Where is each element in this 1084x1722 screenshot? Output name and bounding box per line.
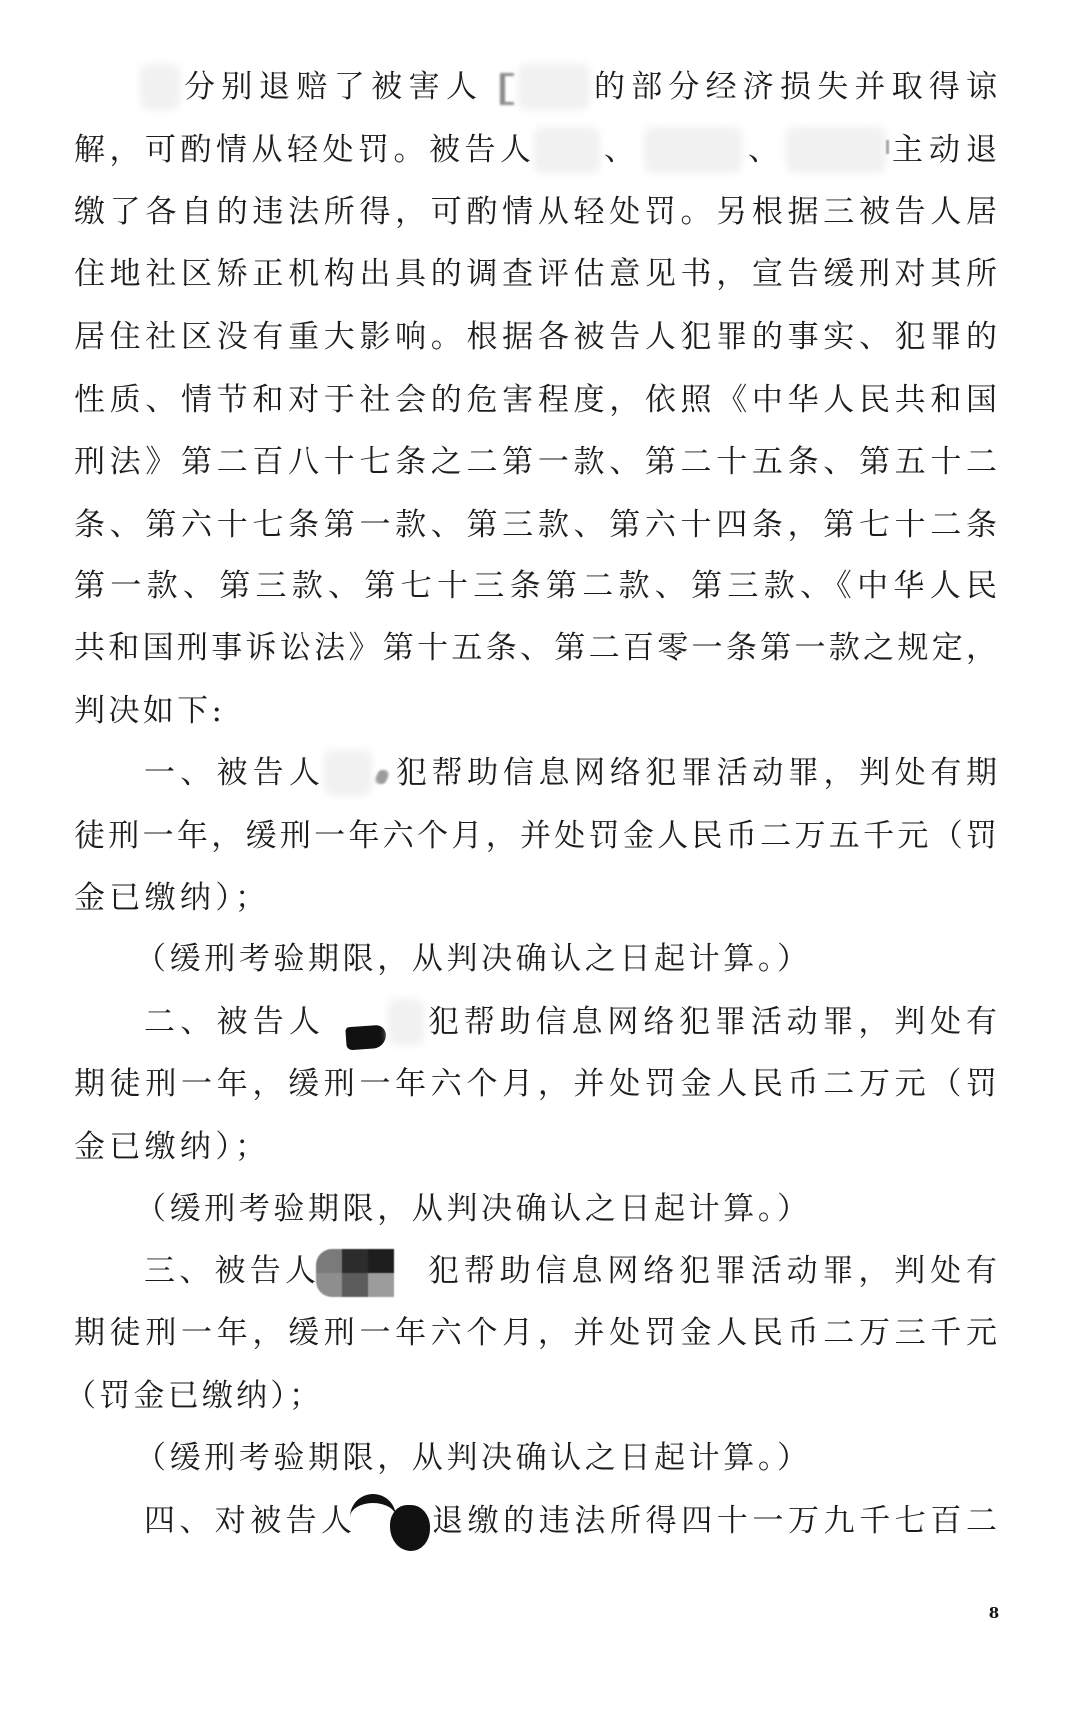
text-segment: 主动退 [892, 132, 997, 168]
redaction-mark [388, 999, 424, 1045]
redaction-mark [373, 770, 392, 784]
redaction-mark [644, 127, 742, 173]
redaction-mark [390, 1505, 430, 1551]
mosaic-cell [316, 1249, 342, 1273]
text-line: 期徒刑一年，缓刑一年六个月，并处罚金人民币二万三千元 [74, 1315, 997, 1351]
text-segment: 一、被告人 [144, 755, 320, 791]
text-line: 判决如下: [74, 693, 222, 729]
text-segment: 犯帮助信息网络犯罪活动罪，判处有 [428, 1004, 997, 1040]
text-line: （罚金已缴纳）； [65, 1378, 320, 1414]
text-line: 性质、情节和对于社会的危害程度，依照《中华人民共和国 [74, 382, 997, 418]
mosaic-cell [368, 1273, 394, 1297]
text-line: 第一款、第三款、第七十三条第二款、第三款、《中华人民 [74, 568, 997, 604]
text-segment: 的部分经济损失并取得谅 [594, 69, 997, 105]
text-line: 金已缴纳）； [74, 1129, 266, 1165]
text-line: 期徒刑一年，缓刑一年六个月，并处罚金人民币二万元（罚 [74, 1066, 997, 1102]
text-line: 徒刑一年，缓刑一年六个月，并处罚金人民币二万五千元（罚 [74, 818, 997, 854]
redaction-mosaic [316, 1249, 394, 1297]
text-segment: 犯帮助信息网络犯罪活动罪，判处有期 [396, 755, 997, 791]
text-segment: 犯帮助信息网络犯罪活动罪，判处有 [428, 1253, 997, 1289]
redaction-mark [886, 140, 889, 154]
text-line: 住地社区矫正机构出具的调查评估意见书，宣告缓刑对其所 [74, 256, 997, 292]
text-line: （缓刑考验期限，从判决确认之日起计算。） [135, 1191, 808, 1227]
page-number: 8 [988, 1604, 1000, 1622]
redaction-mark [345, 1025, 387, 1051]
redaction-mark [500, 73, 514, 105]
redaction-mark [518, 64, 590, 110]
text-line: （缓刑考验期限，从判决确认之日起计算。） [135, 941, 808, 977]
text-line: 居住社区没有重大影响。根据各被告人犯罪的事实、犯罪的 [74, 319, 997, 355]
redaction-mark [534, 127, 600, 173]
redaction-mark [786, 127, 886, 173]
redaction-mark [350, 1494, 396, 1517]
text-segment: 四、对被告人 [144, 1503, 352, 1539]
text-segment: 二、被告人 [144, 1004, 320, 1040]
text-line: 条、第六十七条第一款、第三款、第六十四条，第七十二条 [74, 507, 997, 543]
text-segment: 解，可酌情从轻处罚。被告人 [74, 132, 531, 168]
text-segment: 分别退赔了被害人 [184, 69, 477, 105]
text-line: （缓刑考验期限，从判决确认之日起计算。） [135, 1440, 808, 1476]
mosaic-cell [368, 1249, 394, 1273]
text-segment: 三、被告人 [144, 1253, 316, 1289]
text-segment: 、 [748, 132, 779, 168]
mosaic-cell [342, 1273, 368, 1297]
redaction-mark [324, 750, 372, 796]
mosaic-cell [316, 1273, 342, 1297]
text-line: 共和国刑事诉讼法》第十五条、第二百零一条第一款之规定， [74, 630, 997, 666]
redaction-mark [140, 64, 180, 110]
text-line: 金已缴纳）； [74, 880, 266, 916]
mosaic-cell [342, 1249, 368, 1273]
text-segment: 退缴的违法所得四十一万九千七百二 [432, 1503, 997, 1539]
text-segment: 、 [604, 132, 635, 168]
text-line: 刑法》第二百八十七条之二第一款、第二十五条、第五十二 [74, 444, 997, 480]
text-line: 缴了各自的违法所得，可酌情从轻处罚。另根据三被告人居 [74, 194, 997, 230]
